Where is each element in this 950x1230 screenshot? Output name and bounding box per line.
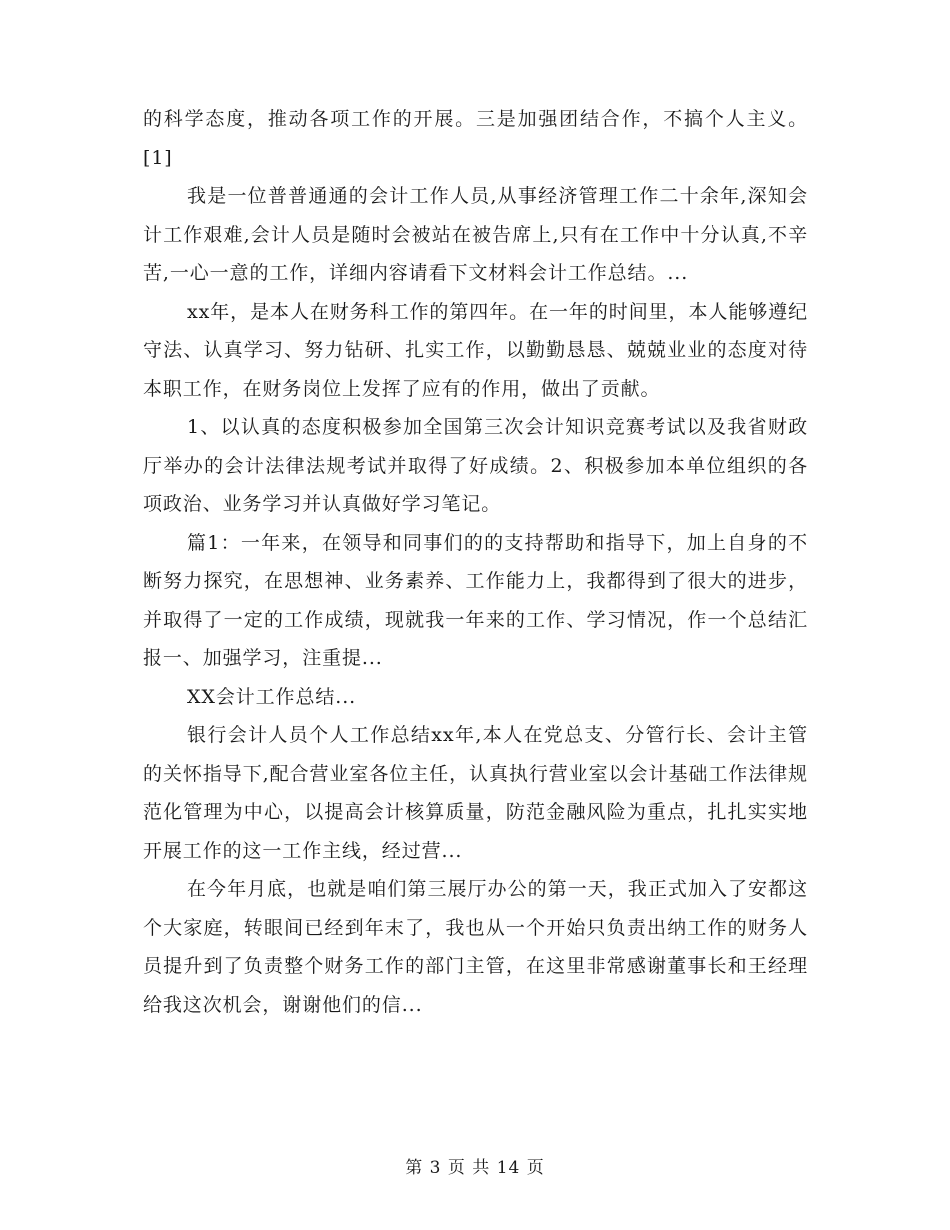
page-number-footer: 第 3 页 共 14 页 — [405, 1158, 545, 1178]
paragraph-6: XX会计工作总结... — [187, 685, 357, 708]
paragraph-2: 我是一位普普通通的会计工作人员,从事经济管理工作二十余年,深知会计工作艰难,会计人员是随时会被站在被告席上,只有在工作中十分认真,不辛苦,一心一意的工作，详细内容请看下文材料会计工作总结。... — [143, 185, 808, 284]
paragraph-7: 银行会计人员个人工作总结xx年,本人在党总支、分管行长、会计主管的关怀指导下,配合营业室各位主任，认真执行营业室以会计基础工作法律规范化管理为中心，以提高会计核算质量，防范金融风险为重点，扎扎实实地开展工作的这一工作主线，经过营... — [143, 724, 808, 862]
paragraph-3: xx年，是本人在财务科工作的第四年。在一年的时间里，本人能够遵纪守法、认真学习、努力钻研、扎实工作，以勤勤恳恳、兢兢业业的态度对待本职工作，在财务岗位上发挥了应有的作用，做出了贡献。 — [143, 300, 808, 400]
paragraph-8: 在今年月底，也就是咱们第三展厅办公的第一天，我正式加入了安都这个大家庭，转眼间已经到年末了，我也从一个开始只负责出纳工作的财务人员提升到了负责整个财务工作的部门主管，在这里非常感谢董事长和王经理给我这次机会，谢谢他们的信... — [143, 878, 808, 1016]
document-body — [143, 100, 808, 1024]
paragraph-5: 篇1：一年来，在领导和同事们的的支持帮助和指导下，加上自身的不断努力探究，在思想神、业务素养、工作能力上，我都得到了很大的进步，并取得了一定的工作成绩，现就我一年来的工作、学习情况，作一个总结汇报一、加强学习，注重提... — [143, 531, 808, 669]
paragraph-4: 1、以认真的态度积极参加全国第三次会计知识竞赛考试以及我省财政厅举办的会计法律法规考试并取得了好成绩。2、积极参加本单位组织的各项政治、业务学习并认真做好学习笔记。 — [143, 416, 808, 515]
paragraph-1: 的科学态度，推动各项工作的开展。三是加强团结合作，不搞个人主义。[1] — [143, 108, 808, 169]
